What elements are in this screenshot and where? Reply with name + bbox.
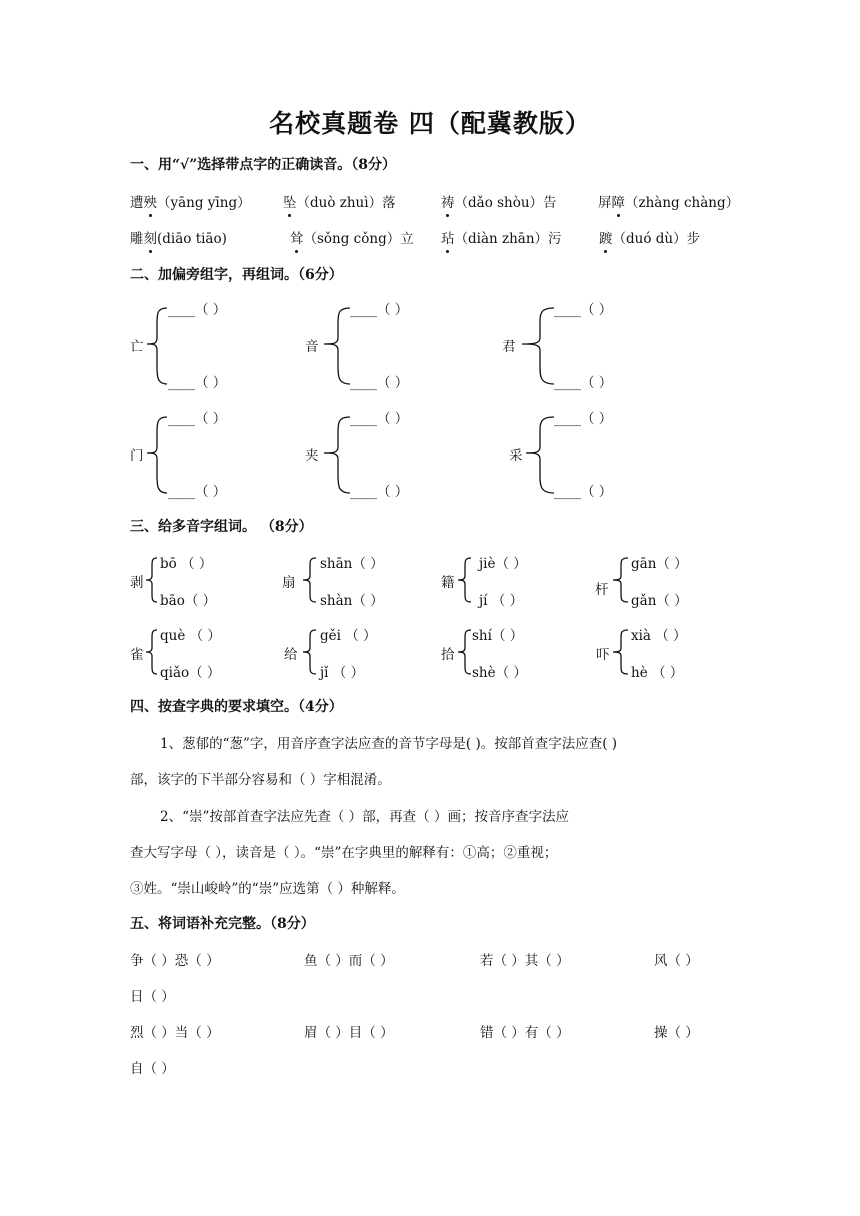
pinyin-blank[interactable]: shè（ ） bbox=[472, 665, 527, 681]
idiom-fill[interactable]: 烈（ ）当（ ） bbox=[130, 1025, 220, 1041]
section-1-heading: 一、用“√”选择带点字的正确读音。（8分） bbox=[130, 157, 397, 173]
fill-blank[interactable]: ____（ ） bbox=[554, 484, 613, 500]
curly-brace bbox=[302, 555, 318, 607]
pinyin-item: 坠（duò zhuì）落 bbox=[283, 191, 396, 211]
pinyin-blank[interactable]: bāo（ ） bbox=[160, 593, 217, 609]
fill-blank[interactable]: ____（ ） bbox=[168, 375, 227, 391]
radical-char: 采 bbox=[509, 448, 523, 464]
curly-brace bbox=[457, 627, 473, 679]
pinyin-blank[interactable]: gěi （ ） bbox=[320, 628, 377, 644]
pinyin-blank[interactable]: hè （ ） bbox=[631, 665, 684, 681]
curly-brace bbox=[612, 555, 630, 607]
radical-char: 门 bbox=[130, 448, 144, 464]
fill-blank[interactable]: ____（ ） bbox=[168, 484, 227, 500]
curly-brace bbox=[322, 300, 352, 392]
curly-brace bbox=[145, 555, 159, 607]
polyphone-char: 籍 bbox=[441, 575, 455, 591]
pinyin-blank[interactable]: shàn（ ） bbox=[320, 593, 384, 609]
idiom-fill[interactable]: 自（ ） bbox=[130, 1061, 175, 1077]
polyphone-char: 雀 bbox=[130, 647, 144, 663]
polyphone-char: 杆 bbox=[595, 582, 609, 598]
fill-blank[interactable]: ____（ ） bbox=[554, 302, 613, 318]
pinyin-blank[interactable]: bō （ ） bbox=[160, 556, 213, 572]
section-3-heading: 三、给多音字组词。 （8分） bbox=[130, 519, 313, 535]
polyphone-char: 剥 bbox=[130, 575, 144, 591]
radical-char: 亡 bbox=[130, 339, 144, 355]
section-4-heading: 四、按查字典的要求填空。（4分） bbox=[130, 699, 343, 715]
radical-char: 音 bbox=[305, 339, 319, 355]
section-5-heading: 五、将词语补充完整。（8分） bbox=[130, 916, 315, 932]
pinyin-blank[interactable]: shān（ ） bbox=[320, 556, 384, 572]
pinyin-item: 遭殃（yāng yīng） bbox=[130, 191, 251, 211]
idiom-fill[interactable]: 眉（ ）目（ ） bbox=[304, 1025, 394, 1041]
fill-blank[interactable]: ____（ ） bbox=[350, 375, 409, 391]
pinyin-item: 耸（sǒng cǒng）立 bbox=[290, 227, 414, 247]
fill-blank[interactable]: ____（ ） bbox=[350, 484, 409, 500]
curly-brace bbox=[322, 409, 352, 501]
radical-char: 君 bbox=[502, 339, 516, 355]
pinyin-blank[interactable]: gǎn（ ） bbox=[631, 593, 688, 609]
pinyin-item: 雕刻(diāo tiāo) bbox=[130, 227, 227, 247]
fill-blank[interactable]: ____（ ） bbox=[350, 411, 409, 427]
idiom-fill[interactable]: 日（ ） bbox=[130, 989, 175, 1005]
pinyin-blank[interactable]: jǐ （ ） bbox=[320, 665, 365, 681]
fill-blank[interactable]: ____（ ） bbox=[554, 411, 613, 427]
pinyin-blank[interactable]: què （ ） bbox=[160, 628, 221, 644]
curly-brace bbox=[524, 409, 556, 501]
pinyin-item: 屏障（zhàng chàng） bbox=[598, 191, 739, 211]
pinyin-blank[interactable]: jiè（ ） bbox=[479, 556, 527, 572]
curly-brace bbox=[520, 300, 556, 392]
polyphone-char: 给 bbox=[284, 647, 298, 663]
curly-brace bbox=[145, 627, 159, 679]
pinyin-blank[interactable]: qiǎo（ ） bbox=[160, 665, 221, 681]
idiom-fill[interactable]: 若（ ）其（ ） bbox=[480, 953, 570, 969]
dictionary-question-2-end: ③姓。“崇山峻岭”的“崇”应选第（ ）种解释。 bbox=[130, 881, 405, 897]
pinyin-item: 玷（diàn zhān）污 bbox=[441, 227, 562, 247]
pinyin-blank[interactable]: xià （ ） bbox=[631, 628, 687, 644]
section-2-heading: 二、加偏旁组字，再组词。（6分） bbox=[130, 267, 343, 283]
page-title: 名校真题卷 四（配冀教版） bbox=[269, 109, 591, 138]
pinyin-blank[interactable]: jí （ ） bbox=[479, 593, 524, 609]
pinyin-blank[interactable]: gān（ ） bbox=[631, 556, 688, 572]
idiom-fill[interactable]: 操（ ） bbox=[654, 1025, 699, 1041]
dictionary-question-1: 1、葱郁的“葱”字，用音序查字法应查的音节字母是( )。按部首查字法应查( ) bbox=[160, 736, 618, 752]
polyphone-char: 拾 bbox=[441, 647, 455, 663]
dictionary-question-1-cont: 部，该字的下半部分容易和（ ）字相混淆。 bbox=[130, 772, 391, 788]
idiom-fill[interactable]: 风（ ） bbox=[654, 953, 699, 969]
idiom-fill[interactable]: 鱼（ ）而（ ） bbox=[304, 953, 394, 969]
polyphone-char: 吓 bbox=[596, 647, 610, 663]
pinyin-item: 祷（dǎo shòu）告 bbox=[441, 191, 557, 211]
pinyin-blank[interactable]: shí（ ） bbox=[472, 628, 524, 644]
dictionary-question-2-cont: 查大写字母（ ），读音是（ ）。“崇”在字典里的解释有：①高；②重视； bbox=[130, 845, 558, 861]
fill-blank[interactable]: ____（ ） bbox=[168, 411, 227, 427]
curly-brace bbox=[457, 555, 473, 607]
fill-blank[interactable]: ____（ ） bbox=[168, 302, 227, 318]
fill-blank[interactable]: ____（ ） bbox=[554, 375, 613, 391]
polyphone-char: 扇 bbox=[282, 575, 296, 591]
dictionary-question-2: 2、“崇”按部首查字法应先查（ ）部，再查（ ）画；按音序查字法应 bbox=[160, 809, 569, 825]
curly-brace bbox=[302, 627, 318, 679]
idiom-fill[interactable]: 争（ ）恐（ ） bbox=[130, 953, 220, 969]
curly-brace bbox=[612, 627, 630, 679]
fill-blank[interactable]: ____（ ） bbox=[350, 302, 409, 318]
idiom-fill[interactable]: 错（ ）有（ ） bbox=[480, 1025, 570, 1041]
radical-char: 夹 bbox=[305, 448, 319, 464]
pinyin-item: 踱（duó dù）步 bbox=[599, 227, 700, 247]
